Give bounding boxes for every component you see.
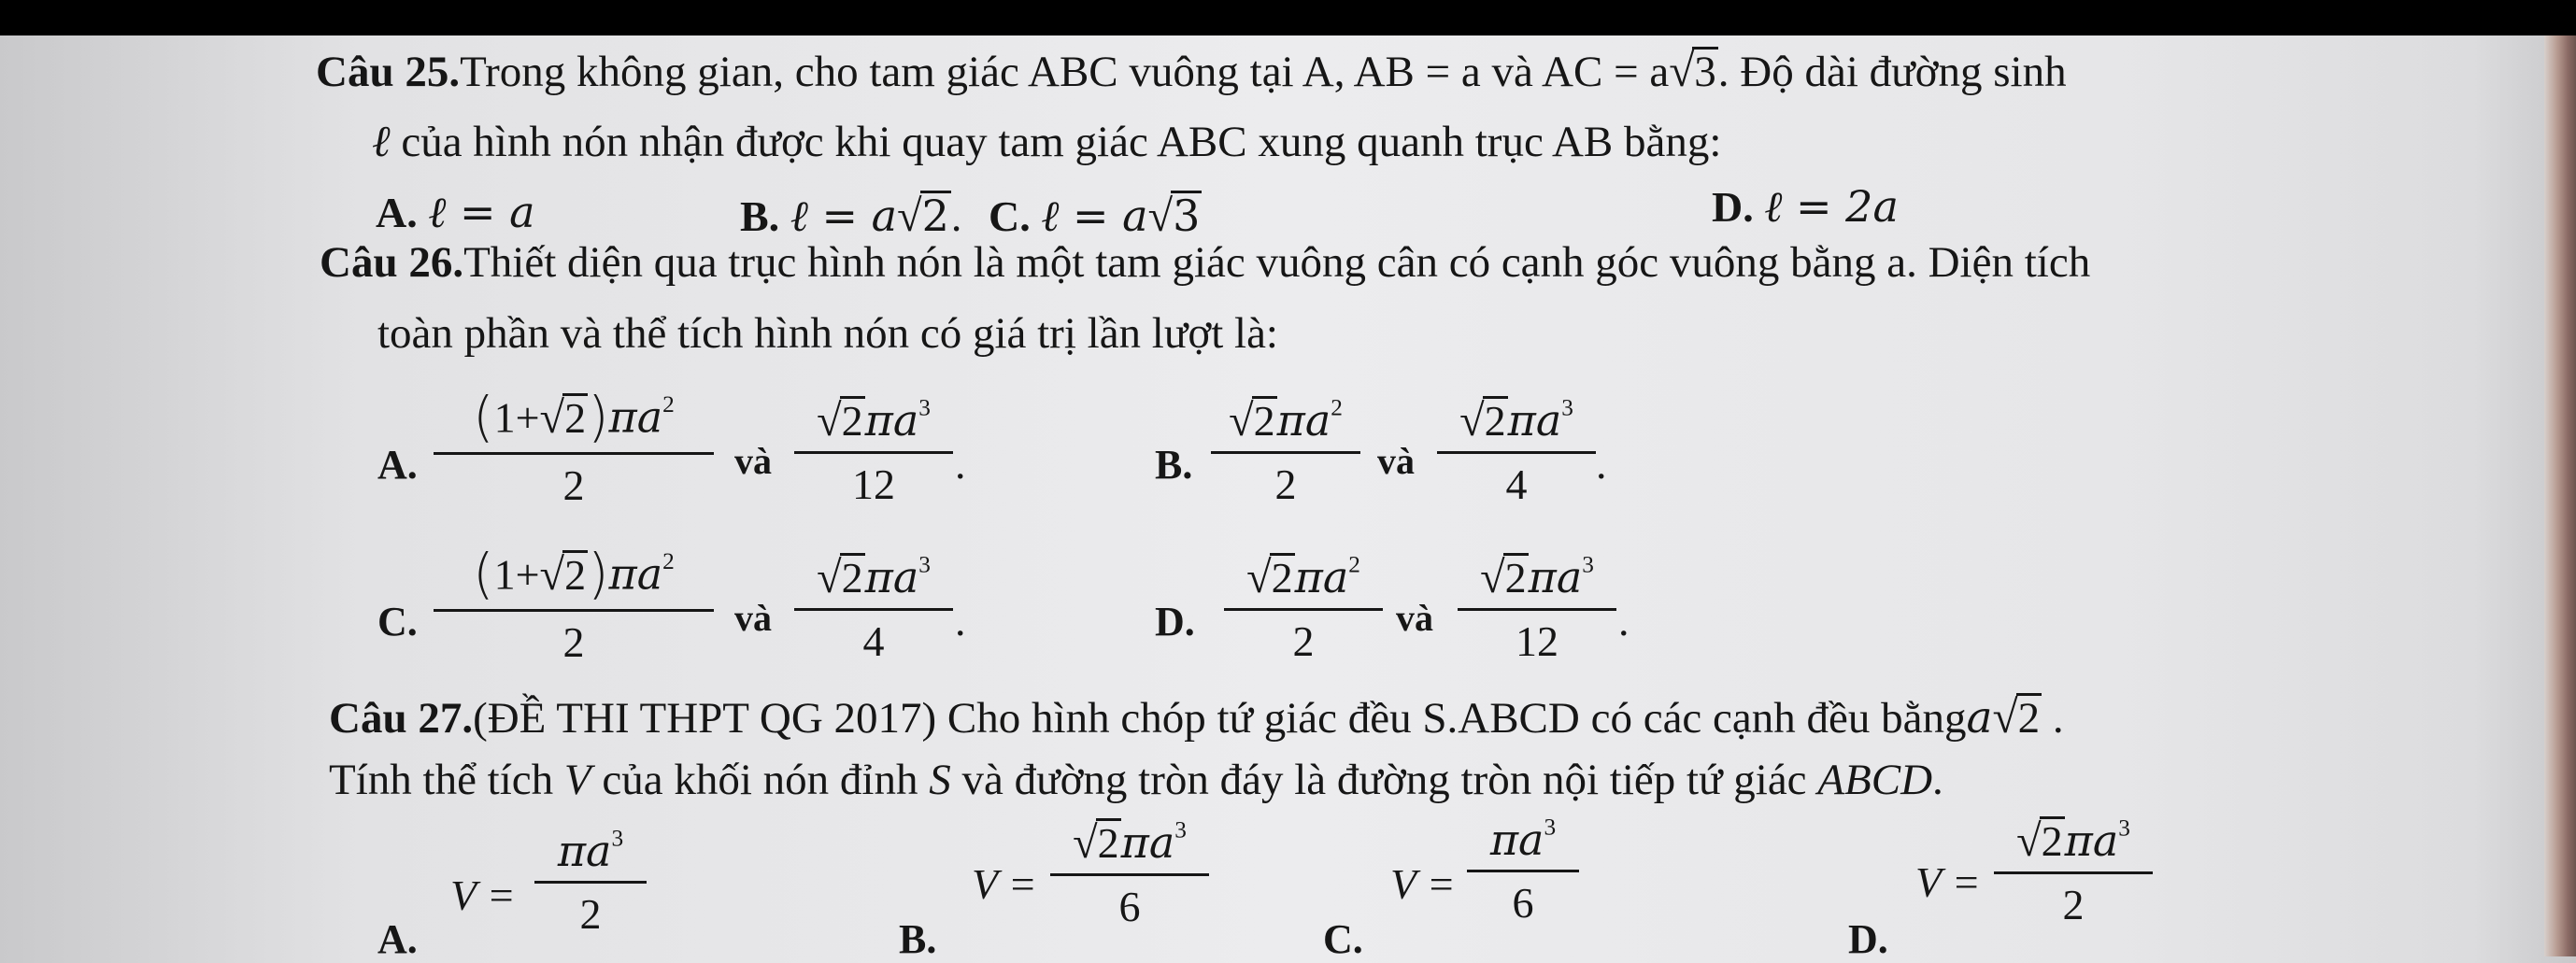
q25-text1: Trong không gian, cho tam giác ABC vuông tại A, AB = a và AC = a [460,48,1670,96]
q26-b-conj: và [1377,440,1415,482]
q26-c-frac2: $\frac{√2\pi a^3}{4}$ [794,553,953,663]
q26-c-conj: và [734,597,772,639]
q26-d-frac2: $\frac{√2\pi a^3}{12}$ [1458,553,1616,663]
q26-d-tail: . [1618,597,1630,644]
q26-line2: toàn phần và thể tích hình nón có giá trị lần lượt là: [377,309,1278,358]
q26-a-frac2: $\frac{√2\pi a^3}{12}$ [794,396,953,506]
q26-c-tail: . [955,597,966,644]
q27-b-veq: V = [972,860,1037,908]
q25-text1-end: . Độ dài đường sinh [1717,48,2067,96]
q25-label: Câu 25. [316,48,461,96]
q27-c-veq: V = [1390,860,1456,908]
q25-option-c[interactable]: C. ℓ = a√3 [989,191,1201,241]
q26-b-frac2: $\frac{√2\pi a^3}{4}$ [1437,396,1596,506]
q27-option-a-label[interactable]: A. [377,916,418,962]
q27-d-veq: V = [1915,858,1981,906]
page-edge-shadow [2544,35,2576,956]
top-black-bar [0,0,2576,35]
q25-ell: ℓ [372,116,391,167]
q27-a-frac: $\frac{\pi a^3}{2}$ [534,829,647,936]
q27-option-d-label[interactable]: D. [1848,916,1888,962]
q27-text1: (ĐỀ THI THPT QG 2017) Cho hình chóp tứ giác đều S.ABCD có các cạnh đều bằng [473,694,1967,743]
q25-option-d[interactable]: D. ℓ = 2a [1712,181,1899,232]
q26-d-frac1: $\frac{√2\pi a^2}{2}$ [1224,553,1383,663]
q25-ac-sqrt: √3 [1669,45,1716,96]
q26-c-frac1: $\frac{(1+√2)\pi a^2}{2}$ [434,547,714,664]
q25-text2: của hình nón nhận được khi quay tam giác ABC xung quanh trục AB bằng: [390,118,1722,166]
q26-label: Câu 26. [320,238,464,287]
q26-option-c-label[interactable]: C. [377,599,418,644]
q26-a-tail: . [955,440,966,488]
q25-option-b[interactable]: B. ℓ = a√2. [740,191,962,241]
q26-a-frac1: $\frac{(1+√2)\pi a^2}{2}$ [434,390,714,507]
q27-option-c-label[interactable]: C. [1323,916,1363,962]
q25-line1 [316,47,2067,95]
q27-option-b-label[interactable]: B. [899,916,937,962]
q27-b-frac: $\frac{√2\pi a^3}{6}$ [1050,818,1209,928]
q27-label: Câu 27. [329,694,474,743]
q27-line1: Câu 27.(ĐỀ THI THPT QG 2017) Cho hình chóp tứ giác đều S.ABCD có các cạnh đều bằnga√2 . [329,691,2064,743]
q26-option-d-label[interactable]: D. [1155,599,1195,644]
q26-line1 [320,238,2091,287]
q27-c-frac: $\frac{\pi a^3}{6}$ [1467,818,1579,925]
q26-b-tail: . [1596,440,1607,488]
q25-option-a[interactable]: A. ℓ = a [376,187,535,237]
q26-option-a-label[interactable]: A. [377,442,418,488]
q26-d-conj: và [1396,597,1433,639]
q26-text1: Thiết diện qua trục hình nón là một tam giác vuông cân có cạnh góc vuông bằng a. Diện tích [463,238,2091,287]
q26-a-conj: và [734,440,772,482]
q26-b-frac1: $\frac{√2\pi a^2}{2}$ [1211,396,1360,506]
q26-option-b-label[interactable]: B. [1155,442,1193,488]
q25-line2 [372,116,1722,167]
q27-a-veq: V = [450,871,516,919]
q27-line2: Tính thể tích V của khối nón đỉnh S và đường tròn đáy là đường tròn nội tiếp tứ giác ABCD. [329,756,1943,804]
q27-d-frac: $\frac{√2\pi a^3}{2}$ [1994,816,2153,927]
